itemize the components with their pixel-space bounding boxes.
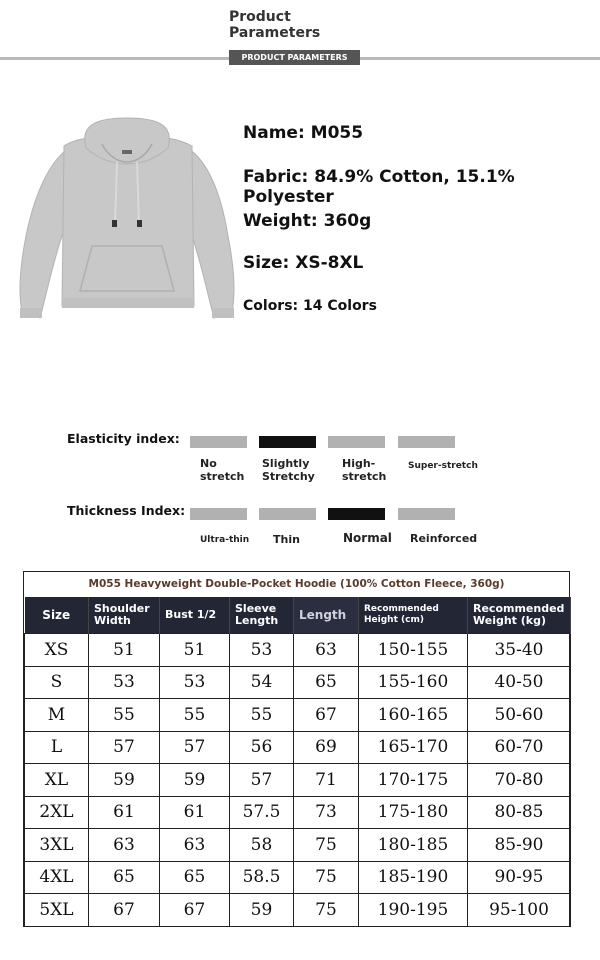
cell-size: 5XL <box>25 894 89 927</box>
elasticity-option: Slightly Stretchy <box>262 457 315 483</box>
header-recommended-weight: Recommended Weight (kg) <box>468 597 571 634</box>
cell-bust: 55 <box>160 699 230 732</box>
cell-size: 2XL <box>25 796 89 829</box>
cell-sleeve-length: 58.5 <box>230 861 294 894</box>
cell-length: 63 <box>294 634 359 667</box>
size-table-caption: M055 Heavyweight Double-Pocket Hoodie (100% Cotton Fleece, 360g) <box>88 578 505 590</box>
page-title-line2: Parameters <box>229 25 321 41</box>
page-title-line1: Product <box>229 9 291 25</box>
cell-recommended-height: 150-155 <box>359 634 468 667</box>
cell-recommended-height: 180-185 <box>359 829 468 862</box>
cell-recommended-weight: 80-85 <box>468 796 571 829</box>
elasticity-bar-high-stretch <box>328 436 385 448</box>
table-row <box>25 829 571 862</box>
product-name: Name: M055 <box>243 123 364 143</box>
cell-length: 65 <box>294 666 359 699</box>
header-size: Size <box>25 597 89 634</box>
cell-bust: 51 <box>160 634 230 667</box>
cell-size: L <box>25 731 89 764</box>
cell-recommended-weight: 60-70 <box>468 731 571 764</box>
table-row <box>25 764 571 797</box>
table-row <box>25 699 571 732</box>
cell-sleeve-length: 55 <box>230 699 294 732</box>
product-fabric: Fabric: 84.9% Cotton, 15.1% Polyester <box>243 167 515 207</box>
cell-recommended-weight: 50-60 <box>468 699 571 732</box>
cell-bust: 65 <box>160 861 230 894</box>
size-table-header <box>25 597 571 634</box>
elasticity-bar-super-stretch <box>398 436 455 448</box>
grey-hoodie-icon <box>14 116 240 326</box>
cell-recommended-weight: 95-100 <box>468 894 571 927</box>
cell-bust: 53 <box>160 666 230 699</box>
thickness-bar-ultra-thin <box>190 508 247 520</box>
cell-recommended-height: 160-165 <box>359 699 468 732</box>
cell-size: 4XL <box>25 861 89 894</box>
cell-bust: 61 <box>160 796 230 829</box>
cell-length: 69 <box>294 731 359 764</box>
cell-sleeve-length: 59 <box>230 894 294 927</box>
cell-recommended-weight: 40-50 <box>468 666 571 699</box>
header-shoulder-width: Shoulder Width <box>89 597 160 634</box>
cell-size: XL <box>25 764 89 797</box>
thickness-option: Normal <box>343 531 392 545</box>
cell-shoulder-width: 55 <box>89 699 160 732</box>
cell-sleeve-length: 54 <box>230 666 294 699</box>
cell-recommended-weight: 85-90 <box>468 829 571 862</box>
cell-shoulder-width: 67 <box>89 894 160 927</box>
table-row <box>25 796 571 829</box>
thickness-option: Thin <box>273 533 300 546</box>
cell-sleeve-length: 58 <box>230 829 294 862</box>
header-pill: PRODUCT PARAMETERS <box>229 50 360 65</box>
cell-recommended-height: 175-180 <box>359 796 468 829</box>
thickness-bar-reinforced <box>398 508 455 520</box>
cell-sleeve-length: 53 <box>230 634 294 667</box>
size-table <box>24 597 571 927</box>
cell-bust: 57 <box>160 731 230 764</box>
cell-shoulder-width: 51 <box>89 634 160 667</box>
cell-length: 75 <box>294 861 359 894</box>
cell-size: S <box>25 666 89 699</box>
cell-recommended-height: 185-190 <box>359 861 468 894</box>
page-title <box>229 9 320 41</box>
cell-shoulder-width: 59 <box>89 764 160 797</box>
header-recommended-height: Recommended Height (cm) <box>359 597 468 634</box>
cell-length: 71 <box>294 764 359 797</box>
header-sleeve-length: Sleeve Length <box>230 597 294 634</box>
thickness-bar-thin <box>259 508 316 520</box>
product-colors: Colors: 14 Colors <box>243 298 377 314</box>
thickness-label: Thickness Index: <box>67 503 186 518</box>
header-bust: Bust 1/2 <box>160 597 230 634</box>
product-weight: Weight: 360g <box>243 211 372 231</box>
cell-sleeve-length: 56 <box>230 731 294 764</box>
cell-recommended-height: 155-160 <box>359 666 468 699</box>
table-row <box>25 731 571 764</box>
cell-recommended-weight: 70-80 <box>468 764 571 797</box>
cell-length: 75 <box>294 829 359 862</box>
cell-size: 3XL <box>25 829 89 862</box>
elasticity-bar-slightly-stretchy <box>259 436 316 448</box>
cell-size: M <box>25 699 89 732</box>
cell-shoulder-width: 57 <box>89 731 160 764</box>
cell-length: 67 <box>294 699 359 732</box>
cell-recommended-weight: 35-40 <box>468 634 571 667</box>
cell-bust: 67 <box>160 894 230 927</box>
elasticity-option: Super-stretch <box>408 461 478 471</box>
table-row <box>25 634 571 667</box>
table-row <box>25 666 571 699</box>
thickness-option: Ultra-thin <box>200 535 250 545</box>
cell-length: 73 <box>294 796 359 829</box>
thickness-option: Reinforced <box>410 532 478 545</box>
cell-sleeve-length: 57 <box>230 764 294 797</box>
table-row <box>25 894 571 927</box>
cell-bust: 59 <box>160 764 230 797</box>
elasticity-label: Elasticity index: <box>67 431 180 446</box>
elasticity-option: No stretch <box>200 457 245 483</box>
cell-recommended-height: 165-170 <box>359 731 468 764</box>
cell-bust: 63 <box>160 829 230 862</box>
cell-shoulder-width: 65 <box>89 861 160 894</box>
cell-shoulder-width: 61 <box>89 796 160 829</box>
cell-recommended-weight: 90-95 <box>468 861 571 894</box>
cell-sleeve-length: 57.5 <box>230 796 294 829</box>
cell-recommended-height: 190-195 <box>359 894 468 927</box>
thickness-bar-normal <box>328 508 385 520</box>
cell-length: 75 <box>294 894 359 927</box>
table-row <box>25 861 571 894</box>
elasticity-bar-no-stretch <box>190 436 247 448</box>
elasticity-option: High- stretch <box>342 457 387 483</box>
cell-shoulder-width: 63 <box>89 829 160 862</box>
cell-size: XS <box>25 634 89 667</box>
product-size: Size: XS-8XL <box>243 253 364 273</box>
header-length: Length <box>294 597 359 634</box>
cell-recommended-height: 170-175 <box>359 764 468 797</box>
cell-shoulder-width: 53 <box>89 666 160 699</box>
